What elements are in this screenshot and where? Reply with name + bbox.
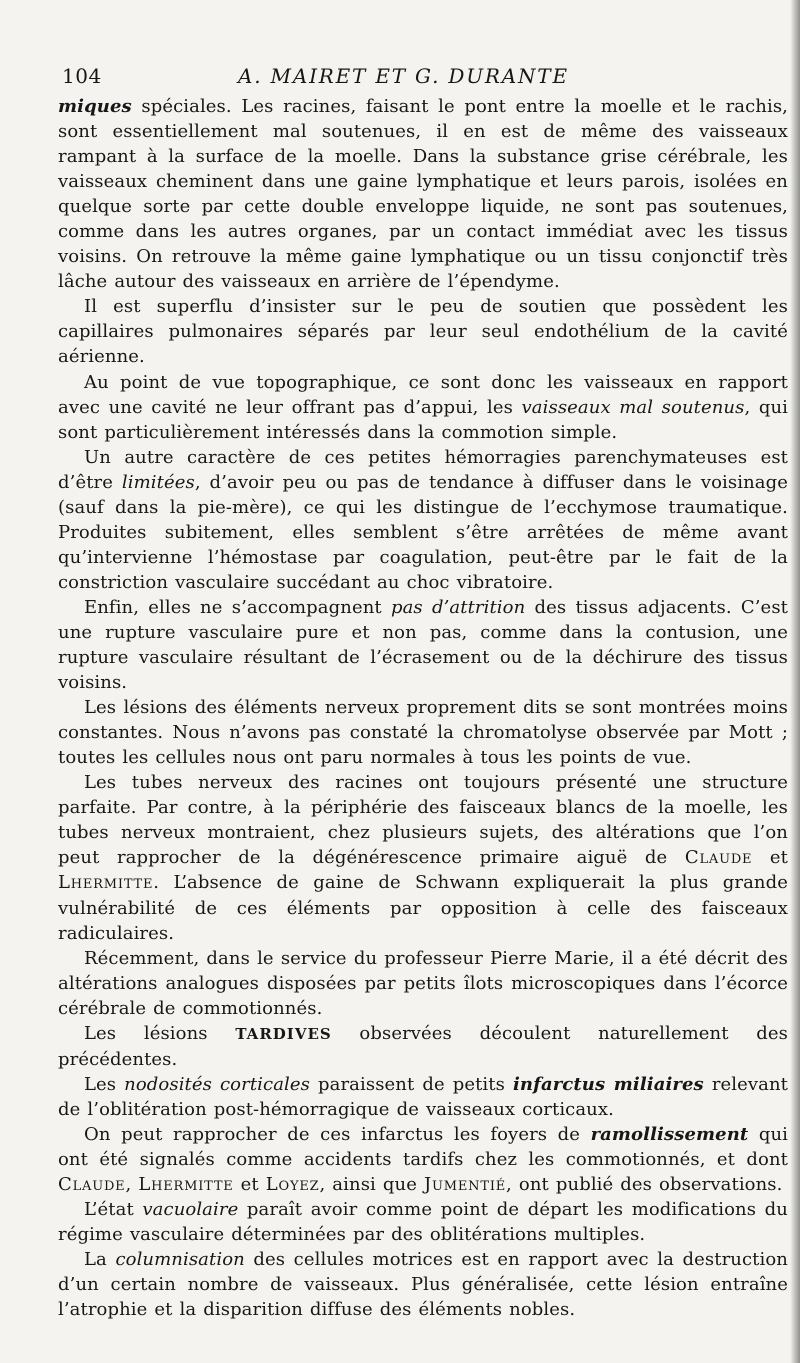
running-title: A. MAIRET ET G. DURANTE	[238, 64, 569, 88]
page-number: 104	[62, 64, 102, 88]
hyphenated-word: miques	[58, 96, 132, 117]
paragraph-text: La	[84, 1249, 116, 1271]
paragraph-text: observées découlent naturellement des précédentes.	[58, 1022, 788, 1070]
paragraph-text: et	[752, 847, 788, 869]
italic-phrase: nodosités corticales	[124, 1073, 310, 1095]
paragraph-1	[58, 94, 788, 294]
emphasis-caps: TARDIVES	[235, 1024, 332, 1043]
paragraph-7	[58, 770, 788, 945]
italic-phrase: pas d’attrition	[390, 596, 526, 618]
paragraph-text: . L’absence de gaine de Schwann expliquerait la plus grande vulnérabilité de ces éléments par opposition à celle des faisceaux radiculaires.	[58, 872, 788, 944]
italic-phrase: limitées	[121, 471, 195, 493]
paragraph-13	[58, 1247, 788, 1322]
author-name: Claude	[58, 1174, 126, 1196]
author-name: Jumentié	[424, 1174, 507, 1196]
paragraph-text: des cellules motrices est en rapport avec la destruction d’un certain nombre de vaisseaux. Plus généralisée, cette lésion entraîne l’atrophie et la disparition diffuse des éléments nobles.	[58, 1249, 788, 1321]
paragraph-8: Récemment, dans le service du professeur Pierre Marie, il a été décrit des altérations analogues disposées par petits îlots microscopiques dans l’écorce cérébrale de commotionnés.	[58, 947, 788, 1019]
author-name: Lhermitte	[58, 872, 154, 894]
paragraph-10	[58, 1072, 788, 1122]
author-name: Claude	[684, 847, 753, 869]
paragraph-text: On peut rapprocher de ces infarctus les foyers de	[84, 1123, 591, 1145]
paragraph-text: des tissus adjacents. C’est une rupture vasculaire pure et non pas, comme dans la contusion, une rupture vasculaire résultant de l’écrasement ou de la déchirure des tissus voisins.	[58, 596, 788, 694]
paragraph-text: qui ont été signalés comme accidents tardifs chez les commotionnés, et dont	[58, 1123, 788, 1170]
paragraph-text: paraît avoir comme point de départ les modifications du régime vasculaire déterminées par des oblitérations multiples.	[58, 1199, 788, 1246]
paragraph-3	[58, 370, 788, 445]
paragraph-text: L’état	[84, 1199, 143, 1221]
paragraph-6: Les lésions des éléments nerveux proprement dits se sont montrées moins constantes. Nous n’avons pas constaté la chromatolyse observée par Mott ; toutes les cellules nous ont paru normales à tous les points de vue.	[58, 697, 788, 769]
paragraph-text: Les	[84, 1073, 125, 1095]
bold-italic-phrase: infarctus miliaires	[512, 1073, 704, 1095]
paragraph-text: , d’avoir peu ou pas de tendance à diffuser dans le voisinage (sauf dans la pie-mère), ce qui les distingue de l’ecchymose traumatique. Produites subitement, elles semblent s’être arrêtées de même avant qu’intervienne l’hémostase par coagulation, peut-être par le fait de la constriction vasculaire succédant au choc vibratoire.	[58, 471, 788, 593]
paragraph-text: relevant de l’oblitération post-hémorragique de vaisseaux corticaux.	[58, 1073, 789, 1120]
paragraph-text: Un autre caractère de ces petites hémorragies parenchymateuses est d’être	[58, 446, 788, 493]
paragraph-5	[58, 595, 788, 695]
paragraph-text: , ont publié des observations.	[506, 1174, 783, 1196]
paragraph-text: spéciales. Les racines, faisant le pont entre la moelle et le rachis, sont essentiellement mal soutenues, il en est de même des vaisseaux rampant à la surface de la moelle. Dans la substance grise cérébrale, les vaisseaux cheminent dans une gaine lymphatique et leurs parois, isolées en quelque sorte par cette double enveloppe liquide, ne sont pas soutenues, comme dans les autres organes, par un contact immédiat avec les tissus voisins. On retrouve la même gaine lymphatique ou un tissu conjonctif très lâche autour des vaisseaux en arrière de l’épendyme.	[58, 96, 788, 293]
paragraph-text: Les lésions	[84, 1022, 236, 1044]
scan-edge-shadow	[790, 0, 800, 1363]
paragraph-12	[58, 1197, 788, 1247]
body-text	[58, 94, 788, 1322]
italic-phrase: vacuolaire	[142, 1199, 239, 1221]
paragraph-text: et	[233, 1174, 266, 1196]
book-page	[58, 58, 788, 1322]
bold-italic-phrase: ramollissement	[590, 1123, 749, 1145]
paragraph-11	[58, 1122, 788, 1197]
paragraph-text: Les tubes nerveux des racines ont toujours présenté une structure parfaite. Par contre, à la périphérie des faisceaux blancs de la moelle, les tubes nerveux montraient, chez plusieurs sujets, des altérations que l’on peut rapprocher de la dégénérescence primaire aiguë de	[58, 772, 788, 869]
author-name: Lhermitte	[138, 1174, 234, 1196]
paragraph-9	[58, 1021, 788, 1072]
paragraph-4	[58, 445, 788, 595]
italic-phrase: columnisation	[115, 1249, 245, 1271]
paragraph-text: Enfin, elles ne s’accompagnent	[84, 596, 391, 618]
italic-phrase: vaisseaux mal soutenus	[521, 396, 745, 418]
author-name: Loyez	[265, 1174, 320, 1196]
paragraph-text: Au point de vue topographique, ce sont donc les vaisseaux en rapport avec une cavité ne leur offrant pas d’appui, les	[58, 371, 788, 418]
paragraph-text: , ainsi que	[319, 1174, 424, 1196]
paragraph-text: paraissent de petits	[309, 1073, 513, 1095]
paragraph-text: ,	[125, 1174, 139, 1196]
running-header	[58, 58, 788, 88]
paragraph-2: Il est superflu d’insister sur le peu de soutien que possèdent les capillaires pulmonaires séparés par leur seul endothélium de la cavité aérienne.	[58, 296, 788, 368]
paragraph-text: , qui sont particulièrement intéressés dans la commotion simple.	[58, 396, 789, 443]
